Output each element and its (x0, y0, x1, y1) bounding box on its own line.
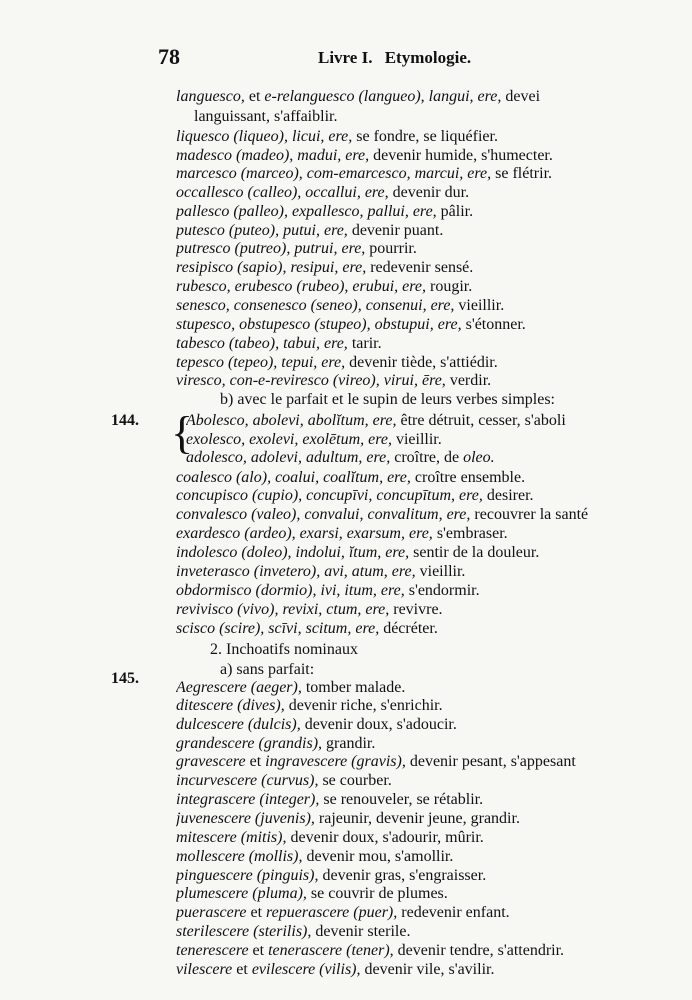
latin-term: senesco, consenesco (seneo), consenui, ere, (176, 297, 455, 314)
french-gloss: devenir gras, s'engraisser. (318, 867, 487, 884)
latin-term: obdormisco (dormio), ivi, itum, ere, (176, 582, 405, 599)
latin-term: scisco (scire), scīvi, scitum, ere, (176, 620, 380, 637)
text-line (176, 810, 692, 828)
french-gloss: verdir. (445, 372, 492, 389)
running-header (318, 48, 479, 68)
french-gloss: se fondre, se liquéfier. (352, 128, 498, 145)
latin-term: marcesco (marceo), com-emarcesco, marcui, ere, (176, 165, 492, 182)
latin-term: languesco, (176, 88, 245, 105)
text-line (194, 108, 692, 126)
french-gloss: devenir sterile. (311, 923, 411, 940)
french-gloss: sentir de la douleur. (409, 544, 540, 561)
french-gloss: devenir tiède, s'attiédir. (345, 354, 498, 371)
latin-term: adolesco, adolevi, adultum, ere, (186, 449, 391, 466)
french-gloss: devenir dur. (388, 184, 470, 201)
text-line (176, 147, 692, 165)
latin-term: occallesco (calleo), occallui, ere, (176, 184, 389, 201)
latin-term: liquesco (liqueo), licui, ere, (176, 128, 353, 145)
text-line (176, 335, 692, 353)
french-gloss: se couvrir de plumes. (306, 885, 448, 902)
french-gloss: devenir humide, s'humecter. (369, 147, 553, 164)
text-line (176, 923, 692, 941)
section-title: Etymologie. (384, 48, 472, 67)
text-line (176, 791, 692, 809)
french-gloss: croître ensemble. (410, 469, 526, 486)
latin-term: gravescere (176, 753, 246, 770)
text-line (176, 942, 692, 960)
latin-term: revivisco (vivo), revixi, ctum, ere, (176, 601, 390, 618)
text-line (176, 354, 692, 372)
text-line (176, 601, 692, 619)
latin-term: integrascere (integer), (176, 791, 320, 808)
text-line (176, 128, 692, 146)
french-gloss: croître, de (390, 449, 464, 466)
latin-term: madesco (madeo), madui, ere, (176, 147, 370, 164)
latin-term: dulcescere (dulcis), (176, 716, 301, 733)
latin-term: repuerascere (puer), (266, 904, 398, 921)
text-line (220, 391, 692, 409)
french-gloss: devenir riche, s'enrichir. (284, 697, 443, 714)
french-gloss: a) sans parfait: (220, 661, 315, 678)
french-gloss: se courber. (318, 772, 392, 789)
french-gloss: décréter. (379, 620, 438, 637)
french-gloss: revivre. (389, 601, 443, 618)
text-line (186, 412, 692, 430)
latin-term: exolesco, exolevi, exolētum, ere, (186, 431, 392, 448)
text-line (176, 735, 692, 753)
page-number: 78 (158, 44, 180, 69)
french-gloss: vieillir. (415, 563, 466, 580)
french-gloss: devenir puant. (347, 222, 444, 239)
french-gloss: rajeunir, devenir jeune, grandir. (314, 810, 520, 827)
latin-term: oleo. (463, 449, 495, 466)
latin-term: vilescere (176, 961, 233, 978)
french-gloss: se flétrir. (491, 165, 553, 182)
text-line (176, 240, 692, 258)
french-gloss: grandir. (322, 735, 376, 752)
text-line (176, 525, 692, 543)
text-line (176, 372, 692, 390)
text-line (176, 165, 692, 183)
text-line (176, 904, 692, 922)
french-gloss: vieillir. (391, 431, 442, 448)
text-line (176, 184, 692, 202)
latin-term: plumescere (pluma), (176, 885, 307, 902)
french-gloss: s'endormir. (404, 582, 480, 599)
latin-term: convalesco (valeo), convalui, convalitum, ere, (176, 506, 471, 523)
text-line (176, 829, 692, 847)
latin-term: tenerascere (tener), (268, 942, 394, 959)
french-gloss: devenir pesant, s'appesant (405, 753, 576, 770)
text-line (176, 848, 692, 866)
latin-term: putresco (putreo), putrui, ere, (176, 240, 366, 257)
latin-term: indolesco (doleo), indolui, ĭtum, ere, (176, 544, 410, 561)
french-gloss: b) avec le parfait et le supin de leurs verbes simples: (220, 391, 555, 408)
french-gloss: languissant, s'affaiblir. (194, 108, 338, 125)
french-gloss: tomber malade. (301, 679, 406, 696)
latin-term: e-relanguesco (langueo), langui, ere, (264, 88, 502, 105)
latin-term: puerascere (176, 904, 247, 921)
latin-term: exardesco (ardeo), exarsi, exarsum, ere, (176, 525, 433, 542)
french-gloss: devenir vile, s'avilir. (360, 961, 495, 978)
text-line (176, 259, 692, 277)
french-gloss: redevenir enfant. (397, 904, 510, 921)
text-line (176, 753, 692, 771)
french-gloss: pourrir. (365, 240, 417, 257)
text-line (176, 620, 692, 638)
latin-term: rubesco, erubesco (rubeo), erubui, ere, (176, 278, 427, 295)
latin-term: pallesco (palleo), expallesco, pallui, ere, (176, 203, 437, 220)
latin-term: resipisco (sapio), resipui, ere, (176, 259, 367, 276)
paragraph-number-144: 144. (111, 412, 139, 429)
french-gloss: et (232, 961, 252, 978)
text-line (210, 641, 692, 659)
french-gloss: être détruit, cesser, s'aboli (396, 412, 566, 429)
text-line (176, 88, 692, 106)
latin-term: putesco (puteo), putui, ere, (176, 222, 348, 239)
french-gloss: et (244, 88, 265, 105)
text-line (176, 582, 692, 600)
book-title: Livre I. (318, 48, 373, 67)
french-gloss: desirer. (482, 487, 534, 504)
french-gloss: et (246, 904, 267, 921)
french-gloss: se renouveler, se rétablir. (319, 791, 484, 808)
latin-term: juvenescere (juvenis), (176, 810, 315, 827)
text-line (176, 544, 692, 562)
french-gloss: 2. Inchoatifs nominaux (210, 641, 358, 658)
text-line (176, 716, 692, 734)
latin-term: mitescere (mitis), (176, 829, 287, 846)
text-line (176, 487, 692, 505)
latin-term: concupisco (cupio), concupīvi, concupītum, ere, (176, 487, 483, 504)
french-gloss: rougir. (426, 278, 473, 295)
text-line (176, 297, 692, 315)
french-gloss: devenir doux, s'adourir, mûrir. (286, 829, 484, 846)
latin-term: tenerescere (176, 942, 249, 959)
french-gloss: s'étonner. (461, 316, 526, 333)
latin-term: grandescere (grandis), (176, 735, 323, 752)
text-line (186, 431, 692, 449)
text-line (176, 697, 692, 715)
paragraph-number-145: 145. (111, 670, 139, 687)
latin-term: incurvescere (curvus), (176, 772, 319, 789)
text-line (176, 506, 692, 524)
text-line (176, 679, 692, 697)
text-line (176, 563, 692, 581)
latin-term: viresco, con-e-reviresco (vireo), virui, ēre, (176, 372, 446, 389)
text-line (220, 661, 692, 679)
text-line (176, 469, 692, 487)
brace-glyph: { (171, 407, 194, 458)
latin-term: Abolesco, abolevi, abolĭtum, ere, (186, 412, 397, 429)
text-line (176, 222, 692, 240)
latin-term: sterilescere (sterilis), (176, 923, 312, 940)
latin-term: inveterasco (invetero), avi, atum, ere, (176, 563, 416, 580)
french-gloss: vieillir. (454, 297, 505, 314)
french-gloss: tarir. (347, 335, 382, 352)
latin-term: evilescere (vilis), (251, 961, 361, 978)
latin-term: ingravescere (gravis), (265, 753, 406, 770)
latin-term: Aegrescere (aeger), (176, 679, 302, 696)
french-gloss: et (248, 942, 269, 959)
french-gloss: devenir mou, s'amollir. (302, 848, 454, 865)
text-line (176, 203, 692, 221)
french-gloss: recouvrer la santé (470, 506, 589, 523)
french-gloss: devenir tendre, s'attendrir. (393, 942, 565, 959)
text-line (176, 316, 692, 334)
latin-term: tepesco (tepeo), tepui, ere, (176, 354, 346, 371)
latin-term: coalesco (alo), coalui, coalĭtum, ere, (176, 469, 411, 486)
french-gloss: pâlir. (436, 203, 474, 220)
french-gloss: devenir doux, s'adoucir. (300, 716, 457, 733)
text-line (176, 867, 692, 885)
latin-term: tabesco (tabeo), tabui, ere, (176, 335, 348, 352)
latin-term: ditescere (dives), (176, 697, 285, 714)
french-gloss: et (245, 753, 266, 770)
text-line (176, 772, 692, 790)
text-line (176, 961, 692, 979)
latin-term: stupesco, obstupesco (stupeo), obstupui, ere, (176, 316, 462, 333)
french-gloss: redevenir sensé. (366, 259, 474, 276)
french-gloss: devei (501, 88, 541, 105)
french-gloss: s'embraser. (432, 525, 508, 542)
text-line (176, 278, 692, 296)
text-line (186, 449, 692, 467)
latin-term: pinguescere (pinguis), (176, 867, 319, 884)
text-line (176, 885, 692, 903)
latin-term: mollescere (mollis), (176, 848, 303, 865)
